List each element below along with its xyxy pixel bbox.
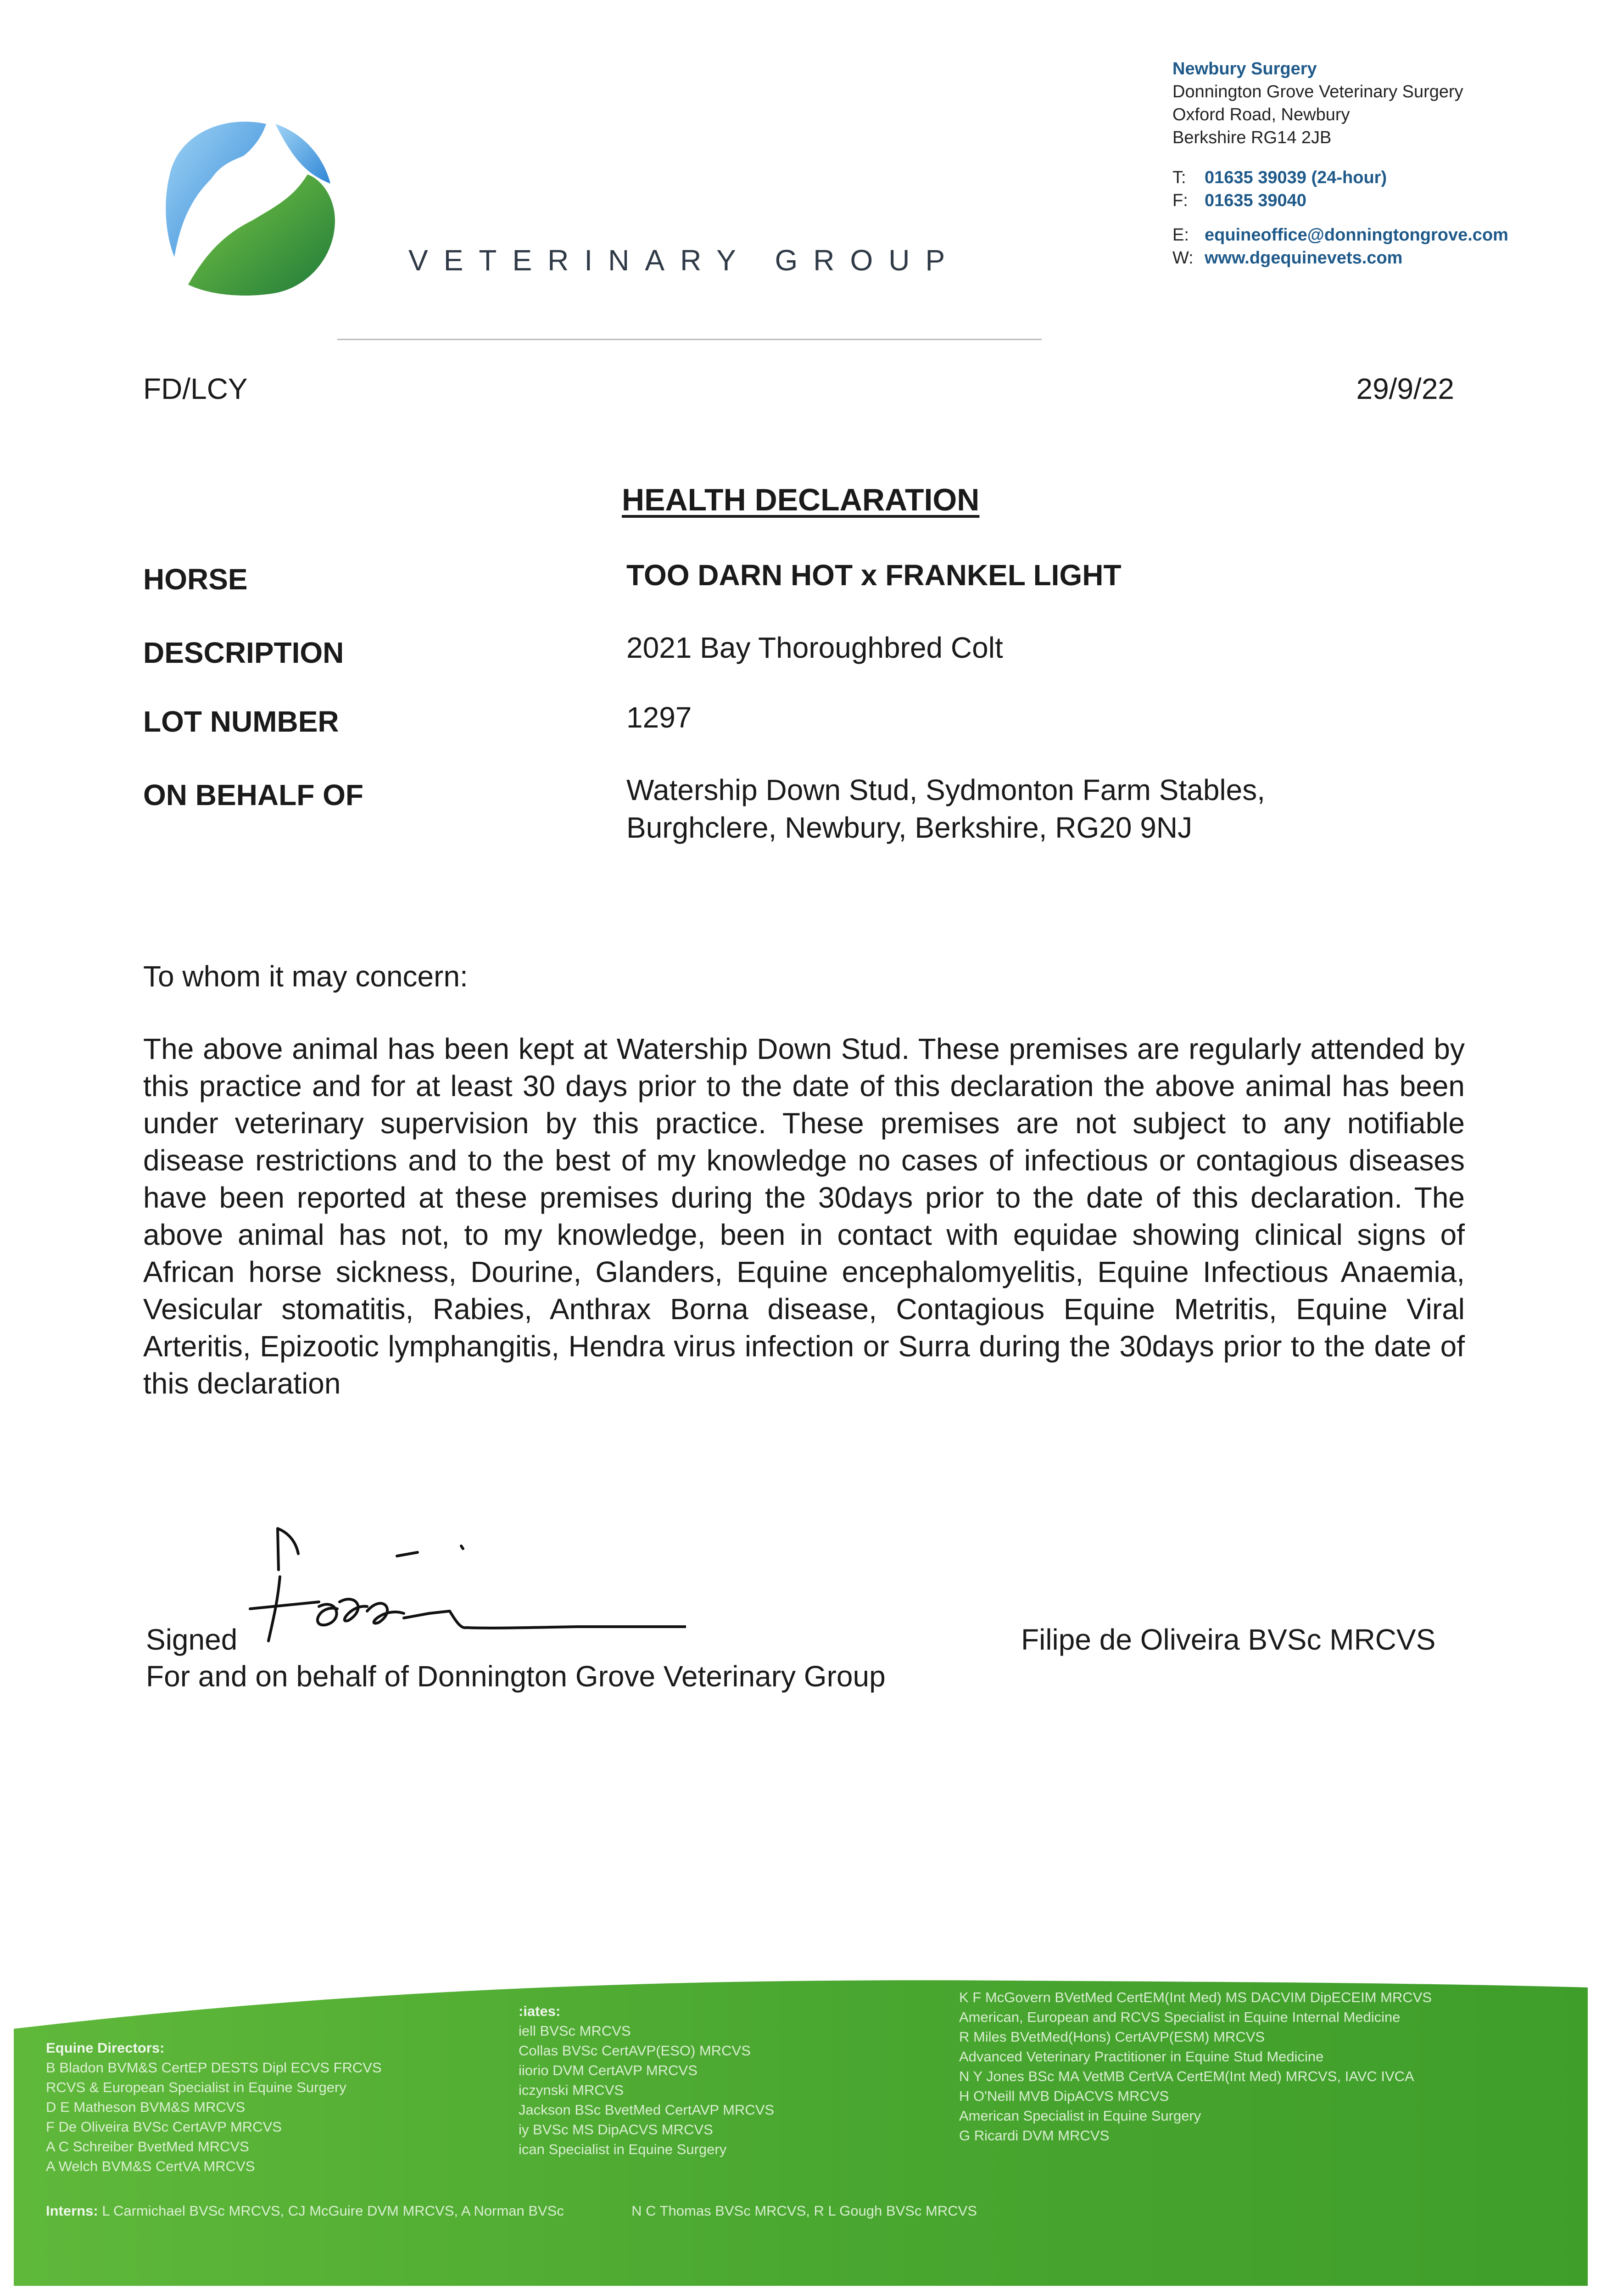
group-name-wordmark: VETERINARY GROUP: [408, 244, 961, 277]
signatory-name: Filipe de Oliveira BVSc MRCVS: [1021, 1623, 1436, 1656]
telephone-row: T: 01635 39039 (24-hour): [1172, 168, 1387, 187]
description-label: DESCRIPTION: [143, 636, 344, 669]
declaration-paragraph: The above animal has been kept at Watership Down Stud. These premises are regularly attended by this practice and for at least 30 days prior to the date of this declaration the above animal has been under veterinary supervision by this practice. These premises are not subject to any notifiable disease restrictions and to the best of my knowledge no cases of infectious or contagious diseases have been reported at these premises during the 30days prior to the date of this declaration. The above animal has not, to my knowledge, been in contact with equidae showing clinical signs of African horse sickness, Dourine, Glanders, Equine encephalomyelitis, Equine Infectious Anaemia, Vesicular stomatitis, Rabies, Anthrax Borna disease, Contagious Equine Metritis, Equine Viral Arteritis, Epizootic lymphangitis, Hendra virus infection or Surra during the 30days prior to the date of this declaration: [143, 1032, 1465, 1400]
fax-number: 01635 39040: [1205, 191, 1306, 210]
signed-label: Signed: [146, 1623, 238, 1656]
contact-block: [1172, 166, 1508, 269]
document-date: 29/9/22: [1356, 372, 1454, 405]
salutation: To whom it may concern:: [143, 960, 468, 993]
header-divider: [337, 339, 1042, 340]
address-line: Donnington Grove Veterinary Surgery: [1172, 82, 1463, 101]
website-row: W: www.dgequinevets.com: [1172, 248, 1403, 268]
surgery-name: Newbury Surgery: [1172, 59, 1317, 78]
on-behalf-of-value: Watership Down Stud, Sydmonton Farm Stables, Burghclere, Newbury, Berkshire, RG20 9NJ: [626, 773, 1265, 844]
description-value: 2021 Bay Thoroughbred Colt: [626, 631, 1003, 664]
footer-interns: Interns: L Carmichael BVSc MRCVS, CJ McGuire DVM MRCVS, A Norman BVSc N C Thomas BVSc MRCVS, R L Gough BVSc MRCVS: [46, 2203, 977, 2219]
footer-associates: :iates: iell BVSc MRCVS Collas BVSc CertAVP(ESO) MRCVS iiorio DVM CertAVP MRCVS iczynski MRCVS Jackson BSc BvetMed CertAVP MRCVS iy BVSc MS DipACVS MRCVS ican Specialist in Equine Surgery: [519, 2003, 775, 2157]
lot-number-label: LOT NUMBER: [143, 705, 339, 738]
fax-row: F: 01635 39040: [1172, 191, 1306, 210]
email-link[interactable]: equineoffice@donningtongrove.com: [1205, 225, 1508, 245]
footer-veterinary-staff: K F McGovern BVetMed CertEM(Int Med) MS DACVIM DipECEIM MRCVS American, European and RCVS Specialist in Equine Internal Medicine R Miles BVetMed(Hons) CertAVP(ESM) MRCVS Advanced Veterinary Practitioner in Equine Stud Medicine N Y Jones BSc MA VetMB CertVA CertEM(Int Med) MRCVS, IAVC IVCA H O'Neill MVB DipACVS MRCVS American Specialist in Equine Surgery G Ricardi DVM MRCVS: [959, 1989, 1432, 2144]
on-behalf-line: For and on behalf of Donnington Grove Veterinary Group: [146, 1660, 886, 1693]
logo-horse-head-icon: [156, 106, 344, 298]
on-behalf-of-label: ON BEHALF OF: [143, 778, 363, 812]
horse-value: TOO DARN HOT x FRANKEL LIGHT: [626, 559, 1122, 592]
address-line: Oxford Road, Newbury: [1172, 105, 1350, 124]
website-link[interactable]: www.dgequinevets.com: [1205, 248, 1403, 268]
address-block: [1172, 57, 1463, 149]
handwritten-signature: [246, 1515, 686, 1671]
address-line: Berkshire RG14 2JB: [1172, 128, 1332, 147]
footer-directors: Equine Directors: B Bladon BVM&S CertEP DESTS Dipl ECVS FRCVS RCVS & European Specialist in Equine Surgery D E Matheson BVM&S MRCVS F De Oliveira BVSc CertAVP MRCVS A C Schreiber BvetMed MRCVS A Welch BVM&S CertVA MRCVS: [46, 2040, 382, 2174]
email-row: E: equineoffice@donningtongrove.com: [1172, 225, 1508, 245]
document-title: HEALTH DECLARATION: [622, 482, 980, 517]
reference-code: FD/LCY: [143, 372, 248, 405]
lot-number-value: 1297: [626, 701, 692, 734]
horse-label: HORSE: [143, 563, 248, 596]
telephone-number: 01635 39039 (24-hour): [1205, 168, 1387, 187]
